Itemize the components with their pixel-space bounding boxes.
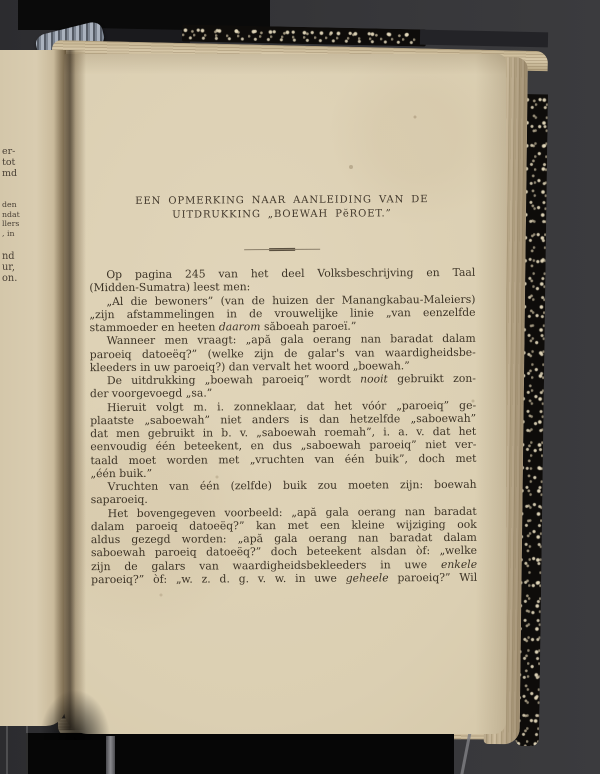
text-segment: săboeah paroeï.” [260,319,357,334]
text-segment: Het bovengegeven voorbeeld: „apă gala oerang nan baradat [107,504,477,520]
text-segment: eenvoudig één beteekent, en dus „saboewah paroeiq” niet ver- [90,438,477,454]
text-segment: kleeders in uw paroeiq?) dan vervalt het woord „boewah.” [89,358,410,374]
text-segment: paroeiq?” Wil [388,570,478,585]
book-page [64,54,506,734]
text-fragment: ndat [2,209,20,219]
text-segment: „één buik.” [90,466,153,480]
text-fragment: ur, [2,262,16,273]
text-segment: saparoeiq. [90,493,148,507]
text-line [89,266,475,282]
text-segment: plaatste „saboewah” niet anders is dan hetzelfde „saboewah” [90,411,477,427]
left-page-text-fragments [2,146,17,179]
text-segment: der voorgevoegd „sa.” [89,386,213,401]
text-line [90,345,476,361]
italic-text: nooit [360,372,388,386]
text-segment: paroeiq datoeëq?” (welke zijn de galar's van waardigheidsbe- [89,345,476,361]
text-fragment: md [2,168,18,179]
text-segment: Op pagina 245 van het deel Volksbeschrijving en Taal [106,265,476,282]
text-segment: aldus gezegd worden: „apă gala oerang nan baradat dalam [90,530,477,547]
text-segment: gebruikt zon- [387,371,476,386]
text-fragment: on. [2,273,18,284]
text-segment: dalam paroeiq datoeëq?” kan met een kleine wijziging ook [90,517,477,533]
text-fragment: tot [2,157,16,168]
text-fragment: nd [2,251,15,262]
text-segment: „zijn afstammelingen in de vrouwelijke linie „van eenzelfde [89,305,476,321]
chapter-title-line2: UITDRUKKING „BOEWAH PĕROET.” [172,208,392,221]
text-segment: „Al die bewoners” (van de huizen der Manangkabau-Maleiers) [106,292,476,308]
text-segment: (Midden-Sumatra) leest men: [89,280,251,295]
cradle-bar-bottom [106,736,115,774]
text-lines [89,266,477,586]
text-segment: dat men gebruikt in b. v. „saboewah roemah”, i. a. v. dat het [90,424,477,441]
left-page-edge [0,50,66,726]
text-segment: Wanneer men vraagt: „apă gala oerang nan baradat dalam [106,332,476,348]
italic-text: geheele [345,571,389,585]
book-bottom-shadow [26,733,454,774]
section-divider-rule [244,248,320,251]
text-segment: taald moet worden met „vruchten van één buik”, doch met [90,451,477,467]
left-page-text-fragments [2,200,20,238]
text-line [91,478,477,494]
paper-specks [64,54,66,56]
text-line [89,306,475,322]
text-segment: zijn de galars van waardigheidsbekleeders in uwe [91,557,441,573]
text-fragment: llers [2,219,20,229]
left-page-text-fragments [2,251,17,284]
text-fragment: er- [2,146,16,157]
chapter-title-line1: EEN OPMERKING NAAR AANLEIDING VAN DE [135,194,429,207]
text-segment: paroeiq?” òf: „w. z. d. g. v. w. in uwe [91,571,346,586]
text-line [91,571,477,587]
text-fragment: , in [2,228,15,238]
text-segment: De uitdrukking „boewah paroeiq” wordt [106,372,361,388]
text-line [90,372,476,388]
cover-top-edge-right [420,30,548,48]
italic-text: daarom [218,320,261,334]
italic-text: enkele [440,557,478,571]
text-fragment: den [2,200,17,209]
text-segment: Hieruit volgt m. i. zonneklaar, dat het vóór „paroeiq” ge- [107,398,477,414]
text-segment: stammoeder en heeten [89,320,219,335]
text-segment: saboewah paroeiq datoeëq?” doch beteekent alsdan òf: „welke [90,544,478,560]
text-line [90,451,476,467]
printed-content [89,193,477,586]
text-segment: Vruchten van één (zelfde) buik zou moeten zijn: boewah [107,477,477,494]
